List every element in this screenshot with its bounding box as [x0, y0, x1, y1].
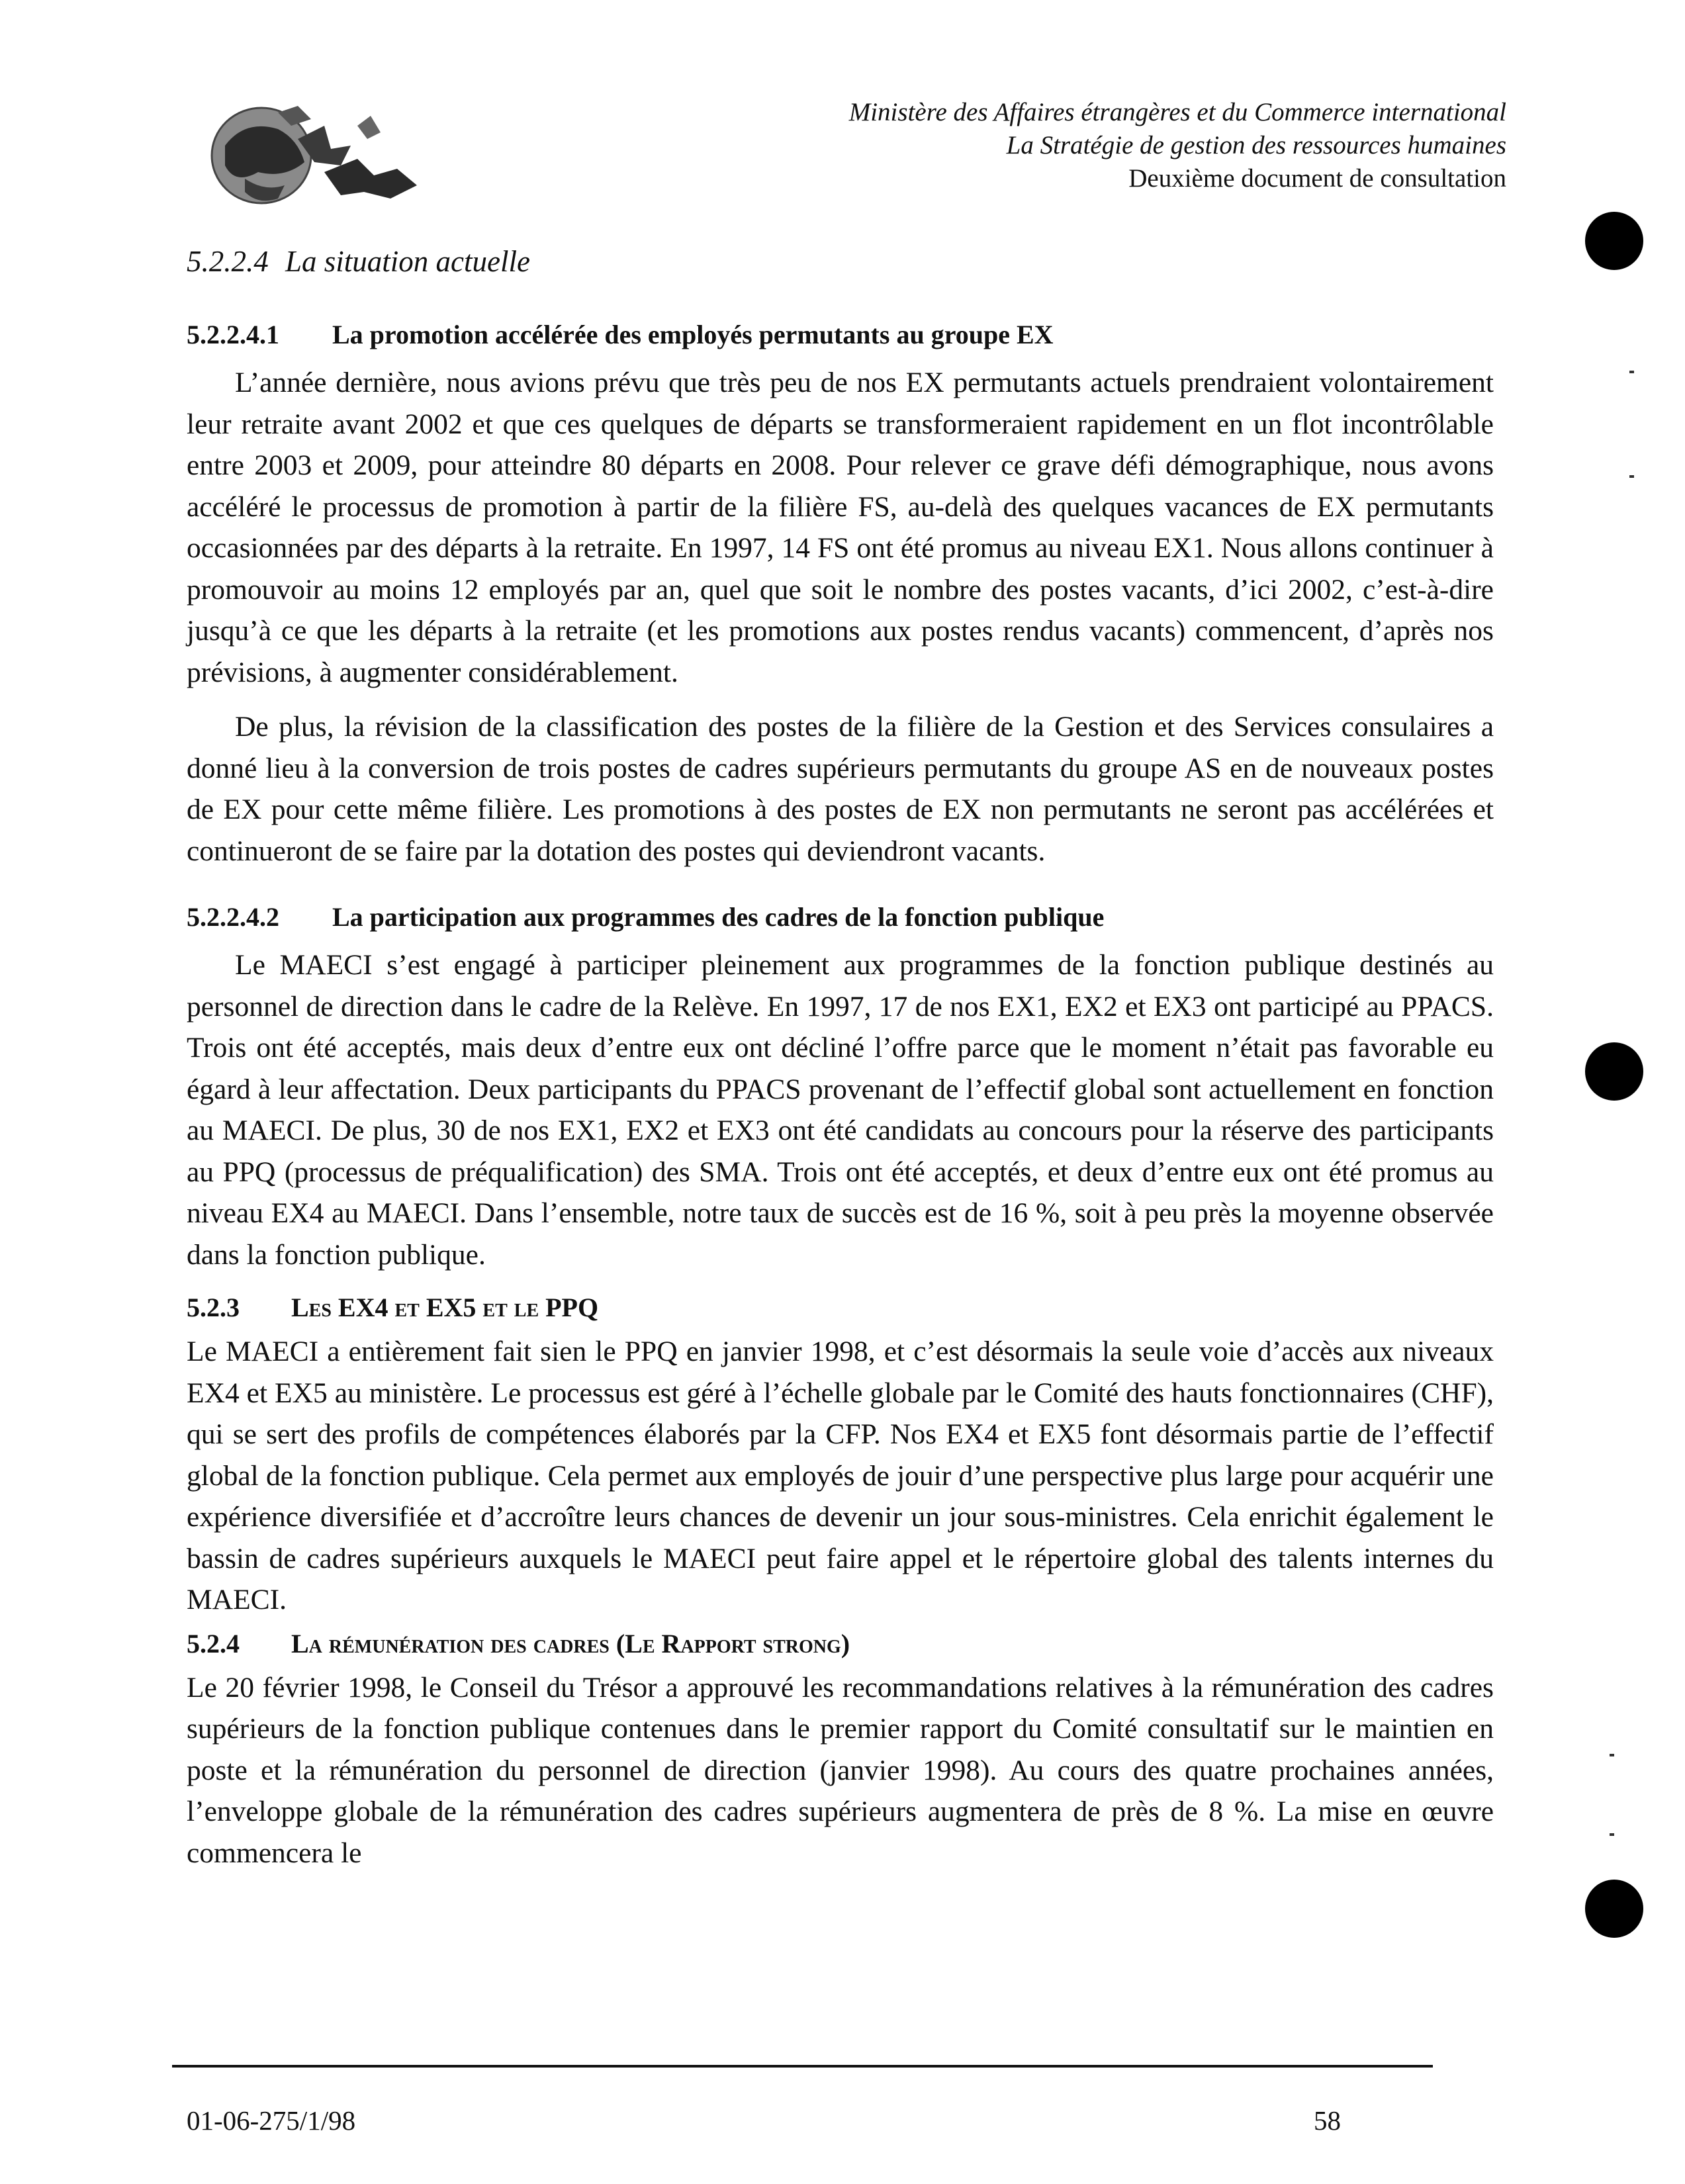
section-523-title: Les EX4 et EX5 et le PPQ [291, 1293, 599, 1322]
section-524-paragraph-1: Le 20 février 1998, le Conseil du Trésor a approuvé les recommandations relatives à la rémunération des cadres supérieurs de la fonction publique contenues dans le premier rapport du Comité consultatif sur le maintien en poste et la rémunération du personnel de direction (janvier 1998). Au cours des quatre prochaines années, l’enveloppe globale de la rémunération des cadres supérieurs augmentera de près de 8 %. La mise en œuvre commencera le [187, 1671, 1494, 1869]
section-5224-number: 5.2.2.4 [187, 245, 269, 278]
section-52241-number: 5.2.2.4.1 [187, 320, 279, 349]
section-52242-number: 5.2.2.4.2 [187, 902, 279, 932]
section-52241-title: La promotion accélérée des employés permutants au groupe EX [332, 320, 1054, 349]
section-52242-heading [187, 897, 1494, 938]
section-52242-title: La participation aux programmes des cadres de la fonction publique [332, 902, 1105, 932]
scan-speck [1629, 371, 1634, 373]
section-523-paragraph-1: Le MAECI a entièrement fait sien le PPQ en janvier 1998, et c’est désormais la seule voie d’accès aux niveaux EX4 et EX5 au ministère. Le processus est géré à l’échelle globale par le Comité des hauts fonctionnaires (CHF), qui se sert des profils de compétences élaborés par la CFP. Nos EX4 et EX5 font désormais partie de l’effectif global de la fonction publique. Cela permet aux employés de jouir d’une perspective plus large pour acquérir une expérience diversifiée et d’accroître leurs chances de devenir un jour sous-ministres. Cela enrichit également le bassin de cadres supérieurs auxquels le MAECI peut faire appel et le répertoire global des talents internes du MAECI. [187, 1336, 1494, 1615]
punch-hole-bottom [1585, 1880, 1643, 1938]
scan-speck [1629, 475, 1634, 478]
section-523-heading [187, 1289, 1494, 1327]
section-5224-title: La situation actuelle [285, 245, 530, 278]
main-content [187, 235, 1494, 1874]
footer-page-number: 58 [1314, 2105, 1341, 2136]
section-524-title: La rémunération des cadres (Le Rapport strong) [291, 1628, 850, 1659]
scan-speck [1610, 1833, 1614, 1836]
section-524-number: 5.2.4 [187, 1628, 240, 1659]
section-5224-heading [187, 235, 1494, 288]
section-523-number: 5.2.3 [187, 1293, 240, 1322]
section-524-heading [187, 1625, 1494, 1663]
header-ministry: Ministère des Affaires étrangères et du Commerce international [848, 98, 1506, 126]
section-52241-heading [187, 314, 1494, 355]
header-consultation: Deuxième document de consultation [1128, 164, 1506, 193]
section-52241-paragraph-1: L’année dernière, nous avions prévu que très peu de nos EX permutants actuels prendraient volontairement leur retraite avant 2002 et que ces quelques de départs se transformeraient rapidement en un flot incontrôlable entre 2003 et 2009, pour atteindre 80 départs en 2008. Pour relever ce grave défi démographique, nous avons accéléré le processus de promotion à partir de la filière FS, au-delà des quelques vacances de EX permutants occasionnées par des départs à la retraite. En 1997, 14 FS ont été promus au niveau EX1. Nous allons continuer à promouvoir au moins 12 employés par an, quel que soit le nombre des postes vacants, d’ici 2002, c’est-à-dire jusqu’à ce que les départs à la retraite (et les promotions aux postes rendus vacants) commencent, d’après nos prévisions, à augmenter considérablement. [187, 367, 1494, 688]
footer-doc-code: 01-06-275/1/98 [187, 2105, 356, 2136]
punch-hole-top [1585, 212, 1643, 270]
section-52242-paragraph-1: Le MAECI s’est engagé à participer pleinement aux programmes de la fonction publique destinés au personnel de direction dans le cadre de la Relève. En 1997, 17 de nos EX1, EX2 et EX3 ont participé au PPACS. Trois ont été acceptés, mais deux d’entre eux ont décliné l’offre parce que le moment n’était pas favorable eu égard à leur affectation. Deux participants du PPACS provenant de l’effectif global sont actuellement en fonction au MAECI. De plus, 30 de nos EX1, EX2 et EX3 ont été candidats au concours pour la réserve des participants au PPQ (processus de préqualification) des SMA. Trois ont été acceptés, et deux d’entre eux ont été promus au niveau EX4 au MAECI. Dans l’ensemble, notre taux de succès est de 16 %, soit à peu près la moyenne observée dans la fonction publique. [187, 949, 1494, 1271]
page-header [849, 96, 1506, 195]
footer-rule [172, 2065, 1433, 2068]
scan-speck [1610, 1754, 1614, 1756]
section-52241-paragraph-2: De plus, la révision de la classification des postes de la filière de la Gestion et des Services consulaires a donné lieu à la conversion de trois postes de cadres supérieurs permutants du groupe AS en de nouveaux postes de EX pour cette même filière. Les promotions à des postes de EX non permutants ne seront pas accélérées et continueront de se faire par la dotation des postes qui deviendront vacants. [187, 711, 1494, 867]
header-strategy: La Stratégie de gestion des ressources humaines [1006, 131, 1506, 159]
logo [199, 99, 463, 225]
punch-hole-middle [1585, 1042, 1643, 1101]
